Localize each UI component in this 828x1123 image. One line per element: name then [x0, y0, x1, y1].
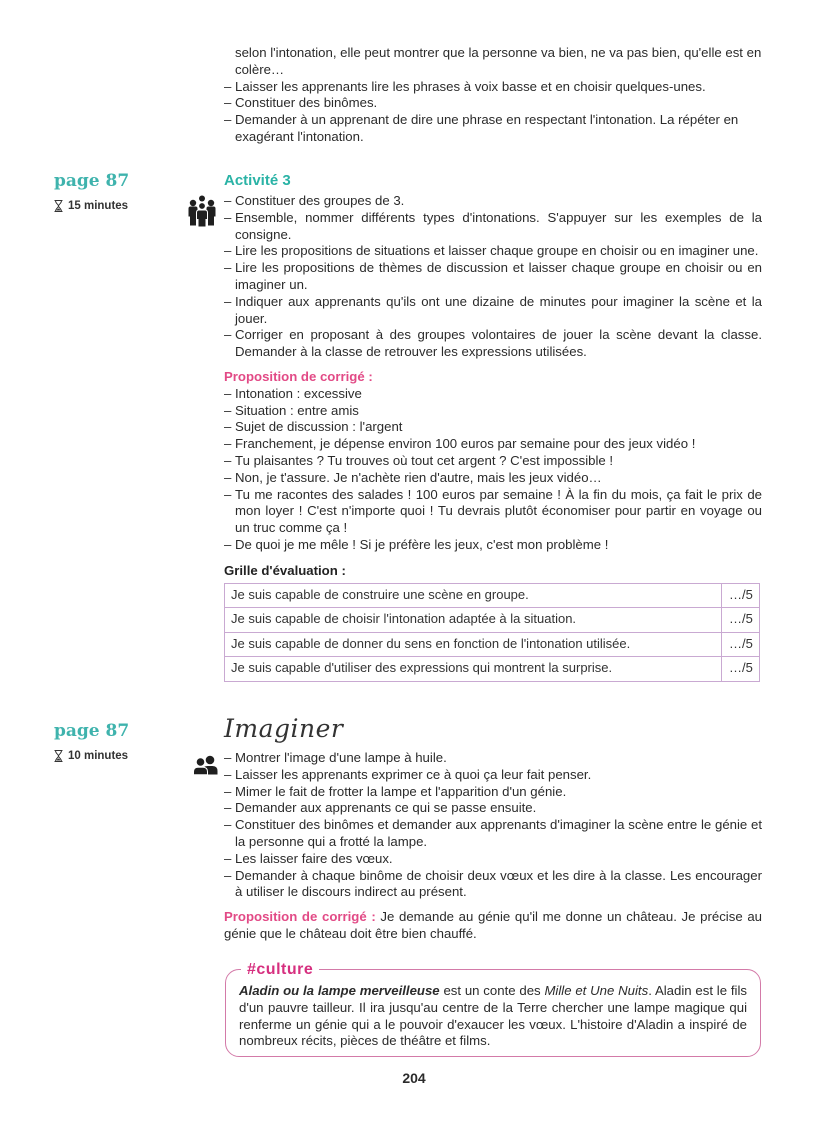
- correction-list: [224, 386, 762, 554]
- list-item: – Laisser les apprenants lire les phrases à voix basse et en choisir quelques-unes.: [224, 79, 762, 96]
- list-item: – Demander à chaque binôme de choisir deux vœux et les dire à la classe. Les encourager à utiliser le discours indirect au présent.: [224, 868, 762, 902]
- correction-label: Proposition de corrigé :: [224, 368, 373, 384]
- duration: [54, 199, 128, 213]
- correction-label: Proposition de corrigé :: [224, 909, 376, 925]
- correction-text: Je demande au génie qu'il me donne un château. Je précise au génie que le château doit être bien chauffé.: [224, 909, 762, 941]
- work-title: Aladin ou la lampe merveilleuse: [239, 983, 440, 998]
- list-item: – Non, je t'assure. Je n'achète rien d'autre, mais les jeux vidéo…: [224, 470, 762, 487]
- hourglass-icon: [54, 750, 63, 762]
- list-item: – Lire les propositions de thèmes de discussion et laisser chaque groupe en choisir ou en imaginer un.: [224, 260, 762, 294]
- list-item: – Mimer le fait de frotter la lampe et l'apparition d'un génie.: [224, 784, 762, 801]
- table-row: [225, 632, 760, 657]
- score-cell: …/5: [722, 657, 760, 682]
- culture-text-part: est un conte des: [439, 983, 545, 998]
- grid-label: Grille d'évaluation :: [224, 562, 346, 578]
- list-item: – Constituer des binômes.: [224, 95, 762, 112]
- list-item: – Intonation : excessive: [224, 386, 762, 403]
- score-cell: …/5: [722, 583, 760, 608]
- list-item: – Lire les propositions de situations et laisser chaque groupe en choisir ou en imaginer une.: [224, 243, 762, 260]
- table-row: [225, 608, 760, 633]
- activity-title: Activité 3: [224, 172, 291, 189]
- list-item: – Ensemble, nommer différents types d'intonations. S'appuyer sur les exemples de la consigne.: [224, 210, 762, 244]
- activity-steps: [224, 193, 762, 361]
- list-item: – Constituer des groupes de 3.: [224, 193, 762, 210]
- list-item: – Franchement, je dépense environ 100 euros par semaine pour des jeux vidéo !: [224, 436, 762, 453]
- page-reference: page 87: [54, 171, 130, 191]
- group-of-people-icon: [188, 195, 216, 227]
- list-item: – Demander à un apprenant de dire une phrase en respectant l'intonation. La répéter en exagérant l'intonation.: [224, 112, 762, 146]
- pair-of-people-icon: [193, 755, 218, 775]
- intro-line: selon l'intonation, elle peut montrer que la personne va bien, ne va pas bien, qu'elle est en colère…: [235, 45, 762, 77]
- culture-text-part: . Aladin est le fils d'un pauvre tailleur. Il ira jusqu'au centre de la Terre chercher une lampe magique qui renferme un génie qui a le pouvoir d'exaucer les vœux. L'histoire d'Aladin a inspiré de nombreux récits, pièces de théâtre et films.: [239, 983, 747, 1049]
- duration: [54, 749, 128, 763]
- page-reference: page 87: [54, 721, 130, 741]
- correction-paragraph: [224, 909, 762, 943]
- page-number: 204: [402, 1070, 426, 1086]
- hourglass-icon: [54, 200, 63, 212]
- list-item: – Laisser les apprenants exprimer ce à quoi ça leur fait penser.: [224, 767, 762, 784]
- list-item: – Montrer l'image d'une lampe à huile.: [224, 750, 762, 767]
- criterion-cell: Je suis capable de donner du sens en fonction de l'intonation utilisée.: [225, 632, 722, 657]
- list-item: – De quoi je me mêle ! Si je préfère les jeux, c'est mon problème !: [224, 537, 762, 554]
- criterion-cell: Je suis capable de construire une scène en groupe.: [225, 583, 722, 608]
- work-collection: Mille et Une Nuits: [544, 983, 649, 998]
- score-cell: …/5: [722, 608, 760, 633]
- list-item: – Situation : entre amis: [224, 403, 762, 420]
- imaginer-section: [224, 714, 762, 943]
- list-item: – Sujet de discussion : l'argent: [224, 419, 762, 436]
- evaluation-grid: [224, 583, 760, 682]
- duration-text: 15 minutes: [68, 200, 129, 212]
- score-cell: …/5: [722, 632, 760, 657]
- intro-continuation: [224, 45, 762, 146]
- culture-tag: #culture: [241, 960, 319, 980]
- culture-text: [239, 983, 747, 1050]
- intro-list: [224, 79, 762, 146]
- list-item: – Les laisser faire des vœux.: [224, 851, 762, 868]
- table-row: [225, 657, 760, 682]
- criterion-cell: Je suis capable d'utiliser des expressions qui montrent la surprise.: [225, 657, 722, 682]
- activity-3-section: [224, 172, 762, 682]
- list-item: – Tu me racontes des salades ! 100 euros par semaine ! À la fin du mois, ça fait le prix de mon loyer ! C'est n'importe quoi ! Tu devrais plutôt économiser pour partir en voyage ou un truc comme ça !: [224, 487, 762, 537]
- criterion-cell: Je suis capable de choisir l'intonation adaptée à la situation.: [225, 608, 722, 633]
- list-item: – Indiquer aux apprenants qu'ils ont une dizaine de minutes pour imaginer la scène et la jouer.: [224, 294, 762, 328]
- section-title: Imaginer: [224, 714, 344, 743]
- list-item: – Demander aux apprenants ce qui se passe ensuite.: [224, 800, 762, 817]
- imaginer-steps: [224, 750, 762, 901]
- duration-text: 10 minutes: [68, 750, 129, 762]
- list-item: – Constituer des binômes et demander aux apprenants d'imaginer la scène entre le génie et la personne qui a frotté la lampe.: [224, 817, 762, 851]
- list-item: – Corriger en proposant à des groupes volontaires de jouer la scène devant la classe. Demander à la classe de retrouver les expressions utilisées.: [224, 327, 762, 361]
- table-row: [225, 583, 760, 608]
- list-item: – Tu plaisantes ? Tu trouves où tout cet argent ? C'est impossible !: [224, 453, 762, 470]
